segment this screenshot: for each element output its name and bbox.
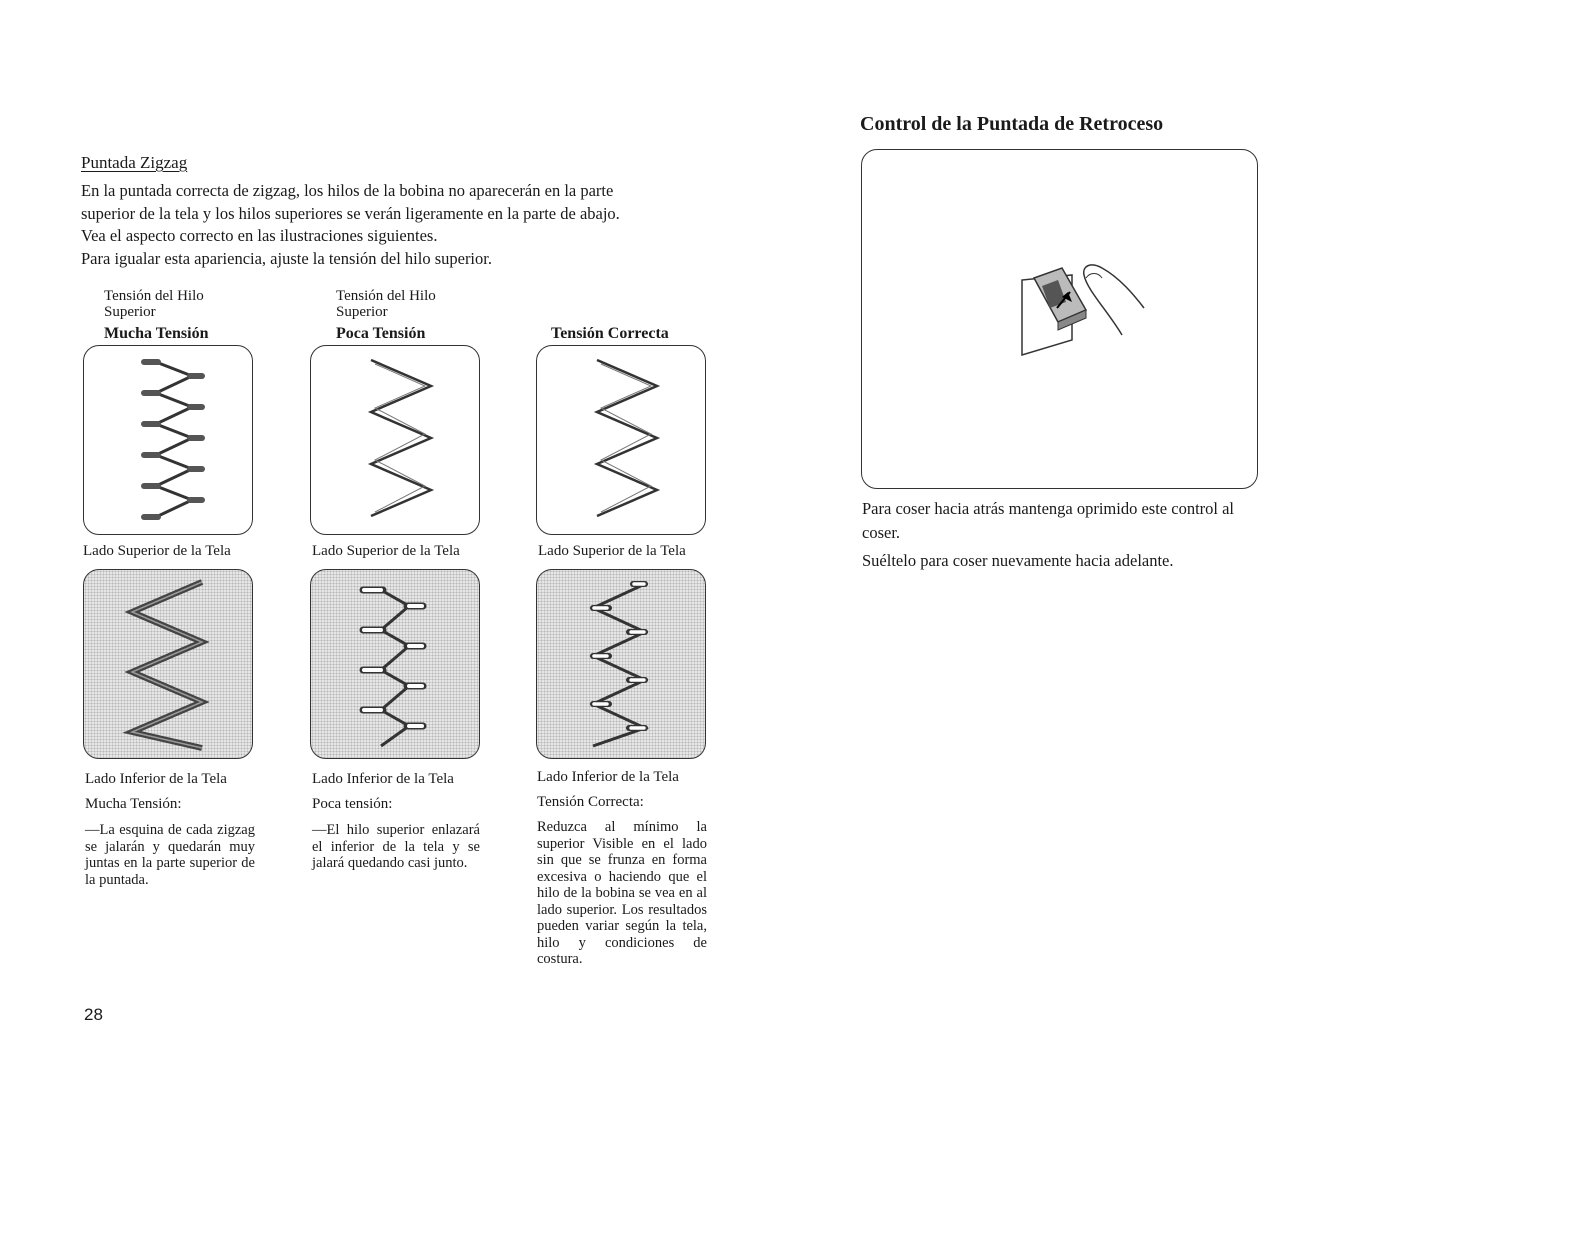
top-panel-much-tension <box>83 345 253 535</box>
col3-result-label: Tensión Correcta: <box>537 794 644 810</box>
col1-bottom-caption: Lado Inferior de la Tela <box>85 771 227 787</box>
section-title-zigzag: Puntada Zigzag <box>81 153 188 172</box>
col2-result-label: Poca tensión: <box>312 796 393 812</box>
intro-line: Vea el aspecto correcto en las ilustraciones siguientes. <box>81 226 438 245</box>
col1-label <box>104 288 204 320</box>
col1-top-caption: Lado Superior de la Tela <box>83 543 231 559</box>
bottom-panel-correct-tension <box>536 569 706 759</box>
bottom-panel-low-tension <box>310 569 480 759</box>
reverse-instructions <box>862 497 1258 577</box>
col2-label <box>336 288 436 320</box>
top-panel-correct-tension <box>536 345 706 535</box>
col1-label-line1: Tensión del Hilo <box>104 288 204 304</box>
col2-heading: Poca Tensión <box>336 325 426 342</box>
col3-description: Reduzca al mínimo la superior Visible en el lado sin que se frunza en forma excesiva o haciendo que el hilo de la bobina se vea en al lado superior. Los resultados pueden variar según la tela, hilo y condiciones de costura. <box>537 819 707 967</box>
reverse-control-illustration-panel <box>861 149 1258 489</box>
reverse-text-2: Suéltelo para coser nuevamente hacia adelante. <box>862 551 1174 570</box>
col3-heading: Tensión Correcta <box>551 325 669 342</box>
reverse-lever-finger-illustration <box>862 150 1259 490</box>
zigzag-loose-top-illustration <box>311 346 481 536</box>
col2-label-line1: Tensión del Hilo <box>336 288 436 304</box>
bottom-panel-much-tension <box>83 569 253 759</box>
page-number: 28 <box>84 1005 103 1024</box>
zigzag-correct-top-illustration <box>537 346 707 536</box>
col1-result-label: Mucha Tensión: <box>85 796 182 812</box>
zigzag-loose-bottom-illustration <box>311 570 481 760</box>
col3-bottom-caption: Lado Inferior de la Tela <box>537 769 679 785</box>
col2-top-caption: Lado Superior de la Tela <box>312 543 460 559</box>
zigzag-correct-bottom-illustration <box>537 570 707 760</box>
top-panel-low-tension <box>310 345 480 535</box>
zigzag-tight-top-illustration <box>84 346 254 536</box>
intro-paragraph <box>81 180 721 270</box>
intro-line: Para igualar esta apariencia, ajuste la tensión del hilo superior. <box>81 248 492 268</box>
zigzag-tight-bottom-illustration <box>84 570 254 760</box>
col2-label-line2: Superior <box>336 304 388 320</box>
col2-bottom-caption: Lado Inferior de la Tela <box>312 771 454 787</box>
intro-line: En la puntada correcta de zigzag, los hilos de la bobina no aparecerán en la parte <box>81 181 614 200</box>
col1-label-line2: Superior <box>104 304 156 320</box>
intro-line: superior de la tela y los hilos superiores se verán ligeramente en la parte de abajo. <box>81 203 620 223</box>
col1-heading: Mucha Tensión <box>104 325 209 342</box>
reverse-text-1: Para coser hacia atrás mantenga oprimido este control al coser. <box>862 499 1235 542</box>
col1-description: —La esquina de cada zigzag se jalarán y quedarán muy juntas en la parte superior de la puntada. <box>85 822 255 888</box>
section-title-reverse: Control de la Puntada de Retroceso <box>860 113 1164 135</box>
col3-top-caption: Lado Superior de la Tela <box>538 543 686 559</box>
col2-description: —El hilo superior enlazará el inferior de la tela y se jalará quedando casi junto. <box>312 822 480 871</box>
